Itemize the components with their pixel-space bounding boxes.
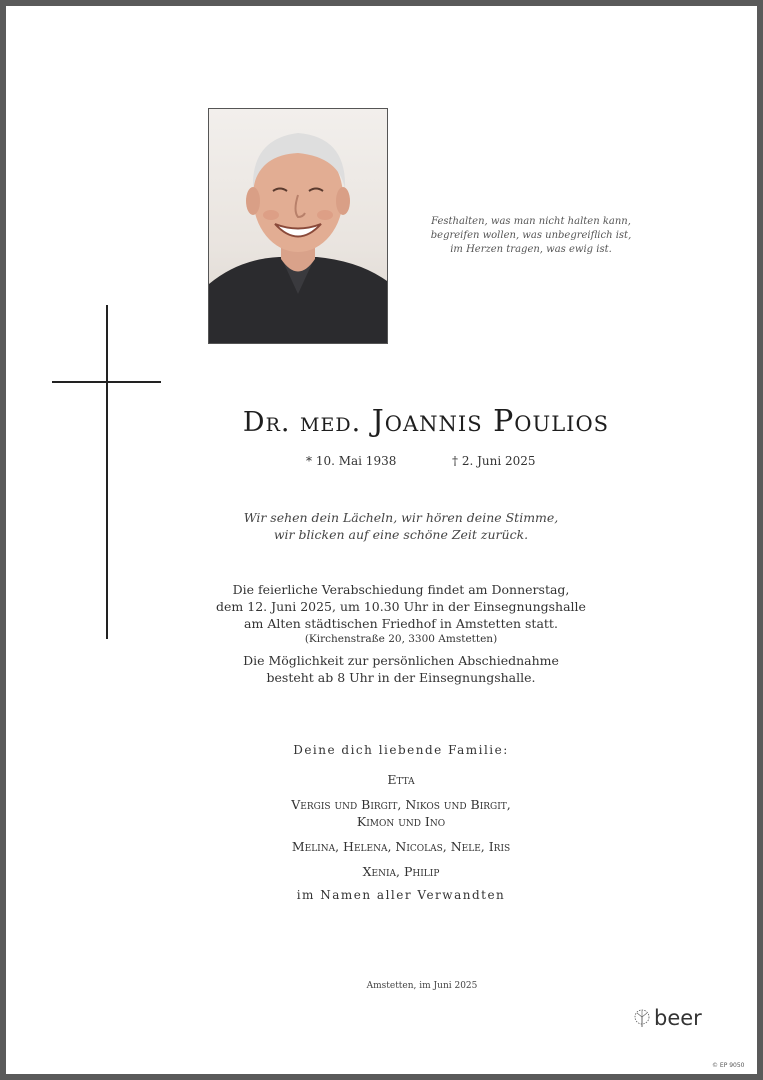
quote-block bbox=[406, 215, 656, 257]
deceased-title: Dr. med. bbox=[242, 407, 362, 438]
dandelion-icon bbox=[632, 1008, 652, 1028]
family-line: Etta bbox=[387, 772, 415, 787]
ceremony-line: am Alten städtischen Friedhof in Amstetten statt. bbox=[244, 616, 558, 631]
ceremony-line: Die feierliche Verabschiedung findet am Donnerstag, bbox=[232, 582, 570, 597]
family-group bbox=[176, 863, 626, 880]
family-outro: im Namen aller Verwandten bbox=[296, 888, 506, 902]
deceased-name bbox=[156, 404, 696, 439]
copyright-note: © EP 9050 bbox=[712, 1062, 745, 1069]
farewell-line: Die Möglichkeit zur persönlichen Abschiednahme bbox=[243, 653, 559, 668]
cross-icon-horizontal bbox=[52, 381, 161, 383]
ceremony-block bbox=[176, 581, 626, 686]
cross-icon-vertical bbox=[106, 305, 108, 639]
farewell-line: besteht ab 8 Uhr in der Einsegnungshalle. bbox=[266, 670, 536, 685]
family-group bbox=[176, 796, 626, 830]
verse-line: Wir sehen dein Lächeln, wir hören deine Stimme, bbox=[243, 510, 559, 525]
portrait-photo bbox=[208, 108, 388, 344]
family-line: Melina, Helena, Nicolas, Nele, Iris bbox=[291, 839, 511, 854]
death-date: † 2. Juni 2025 bbox=[452, 454, 536, 468]
ceremony-address: (Kirchenstraße 20, 3300 Amstetten) bbox=[304, 633, 498, 645]
verse-line: wir blicken auf eine schöne Zeit zurück. bbox=[273, 527, 529, 542]
place-date: Amstetten, im Juni 2025 bbox=[366, 981, 478, 991]
family-group bbox=[176, 771, 626, 788]
obituary-sheet bbox=[6, 6, 757, 1074]
verse-block bbox=[226, 509, 576, 543]
quote-line: im Herzen tragen, was ewig ist. bbox=[450, 244, 612, 255]
family-line: Vergis und Birgit, Nikos und Birgit, bbox=[291, 797, 511, 812]
logo-text: beer bbox=[654, 1006, 702, 1030]
quote-line: begreifen wollen, was unbegreiflich ist, bbox=[430, 230, 632, 241]
family-line: Kimon und Ino bbox=[356, 814, 446, 829]
family-group bbox=[176, 838, 626, 855]
birth-date: * 10. Mai 1938 bbox=[306, 454, 397, 468]
family-block bbox=[176, 743, 626, 902]
portrait-illustration bbox=[209, 109, 387, 343]
deceased-fullname: Joannis Poulios bbox=[371, 404, 610, 439]
family-intro: Deine dich liebende Familie: bbox=[293, 743, 509, 757]
ceremony-line: dem 12. Juni 2025, um 10.30 Uhr in der Einsegnungshalle bbox=[216, 599, 586, 614]
family-line: Xenia, Philip bbox=[362, 864, 440, 879]
quote-line: Festhalten, was man nicht halten kann, bbox=[431, 216, 631, 227]
publisher-logo bbox=[632, 1006, 702, 1030]
